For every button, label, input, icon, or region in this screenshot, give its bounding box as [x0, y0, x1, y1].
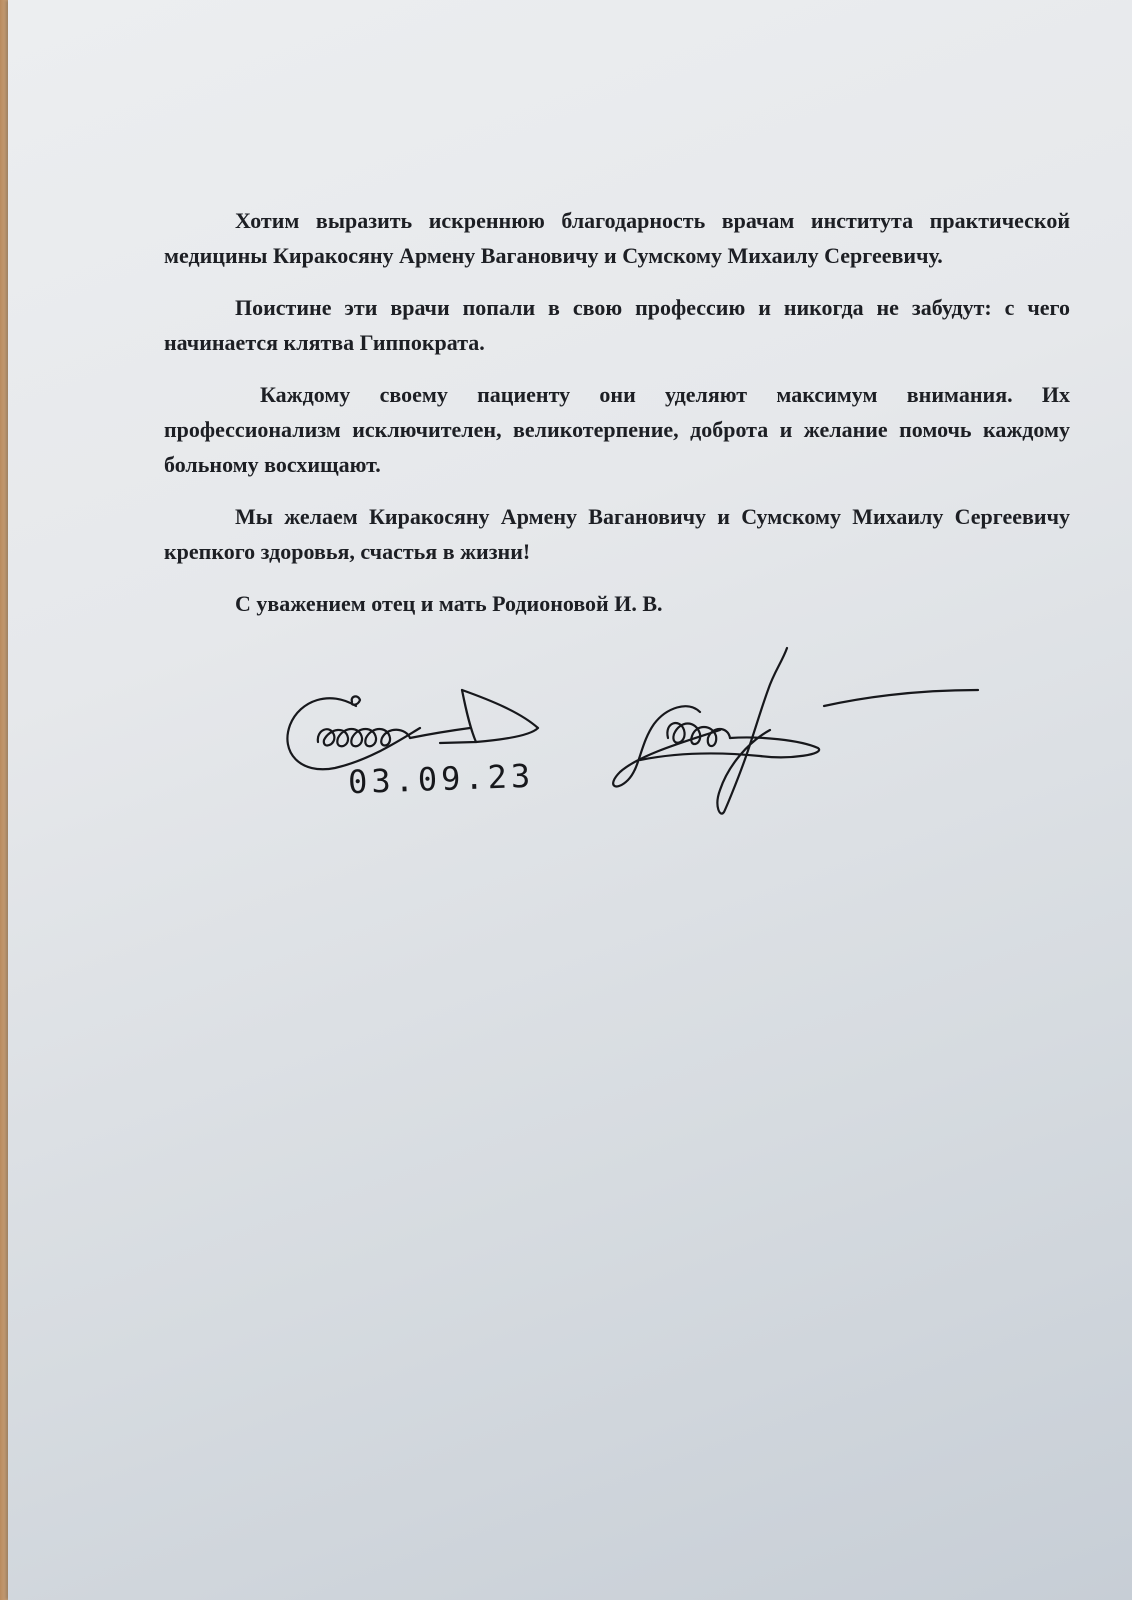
- letter-body: [164, 203, 1070, 621]
- paragraph-wishes: Мы желаем Киракосяну Армену Вагановичу и Сумскому Михаилу Сергеевичу крепкого здоровья, счастья в жизни!: [164, 504, 1070, 564]
- paragraph-gratitude: Хотим выразить искреннюю благодарность врачам института практической медицины Киракосяну Армену Вагановичу и Сумскому Михаилу Сергеевичу.: [164, 208, 1070, 268]
- paragraph-hippocratic-oath: Поистине эти врачи попали в свою профессию и никогда не забудут: с чего начинается клятва Гиппократа.: [164, 295, 1070, 355]
- paragraph-professionalism: Каждому своему пациенту они уделяют максимум внимания. Их профессионализм исключителен, великотерпение, доброта и желание помочь каждому больному восхищают.: [164, 382, 1070, 477]
- closing-line: С уважением отец и мать Родионовой И. В.: [235, 591, 663, 616]
- signature-date: 03.09.23: [347, 756, 535, 802]
